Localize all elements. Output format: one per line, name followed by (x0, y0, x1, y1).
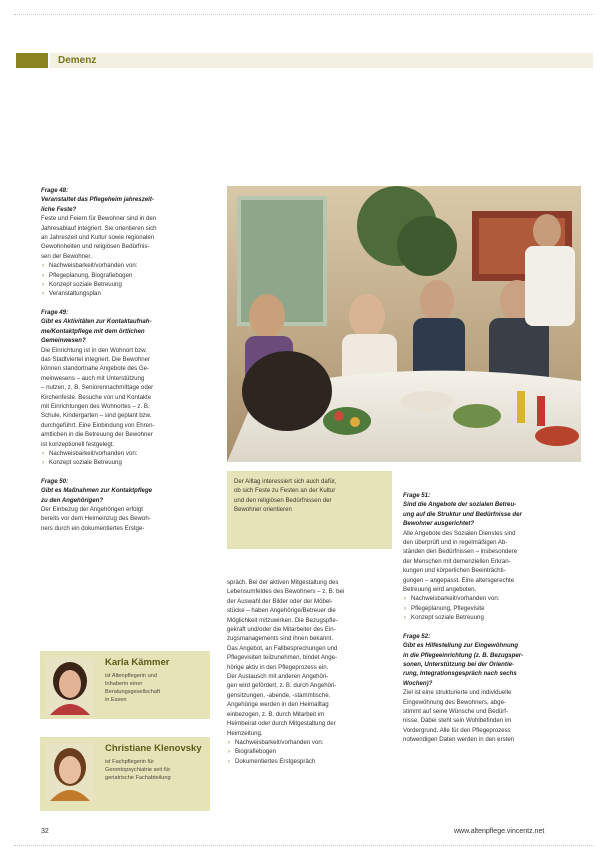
text-line: stimmt auf seine Wünsche und Bedürf- (403, 707, 508, 715)
column-middle (227, 578, 395, 766)
caption-line: und den religiösen Bedürfnissen der (234, 496, 332, 504)
question-49-label: Frage 49: (41, 308, 69, 316)
list-item: › Pflegeplanung, Pflegevisite (403, 604, 583, 613)
text-line: zugsmanagements sind ihnen bekannt. (227, 635, 334, 643)
question-50-line: Gibt es Maßnahmen zur Kontaktpflege (41, 487, 153, 495)
author-bio (105, 672, 205, 704)
top-rule (14, 14, 594, 16)
author-portrait (46, 743, 94, 801)
text-line: gungen – angepasst. Eine altersgerechte (403, 576, 515, 584)
text-line: amtlichen in die Betreuung der Bewohner (41, 431, 153, 439)
section-title: Demenz (58, 55, 97, 66)
text-line: Betreuung wird angeboten. (403, 586, 477, 594)
question-49-line: me/Kontaktpflege mit dem örtlichen (41, 327, 145, 335)
text-line: Schule, Kindergarten – sind geplant bzw. (41, 412, 152, 420)
page-number: 32 (41, 828, 49, 835)
footer-rule (14, 845, 594, 846)
text-line: an Jahreszeit und Kultur sowie regionalen (41, 234, 155, 242)
question-52-line: sonen, Unterstützung bei der Orientie- (403, 660, 515, 668)
question-48-line: Veranstaltet das Pflegeheim jahreszeit- (41, 196, 154, 204)
list-item: › Konzept soziale Betreuung (41, 458, 217, 467)
text-line: können standortnahe Angebote des Ge- (41, 365, 150, 373)
text-line: ist konzeptionell festgelegt. (41, 440, 115, 448)
section-header-band (50, 53, 593, 68)
question-50-label: Frage 50: (41, 477, 69, 485)
column-right (403, 491, 583, 745)
text-line: gekraft und/oder die Mitarbeiter des Ein- (227, 626, 336, 634)
text-line: Lebensumfeldes des Bewohners – z. B. bei (227, 588, 345, 596)
author-bio-line: in Essen (105, 697, 127, 703)
evidence-list (41, 261, 217, 299)
text-line: Der Austausch mit anderen Angehöri- (227, 673, 329, 681)
text-line: hörige aktiv in den Pflegeprozess ein. (227, 663, 329, 671)
text-line: Alle Angebote des Sozialen Dienstes sind (403, 529, 516, 537)
text-line: einbezogen, z. B. durch Mitarbeit im (227, 710, 325, 718)
text-line: Vordergrund. Alle für den Pflegeprozess (403, 726, 511, 734)
author-bio (105, 758, 205, 782)
question-48-line: liche Feste? (41, 205, 77, 213)
text-line: Ziel ist eine strukturierte und individuelle (403, 689, 512, 697)
text-line: Heimzeitung. (227, 729, 263, 737)
caption-line: ob sich Feste zu Festen an der Kultur (234, 487, 336, 495)
text-line: Gewohnheiten und religiösen Bedürfnis- (41, 243, 150, 251)
text-line: Kirchenfeste. Besuche von und Kontakte (41, 393, 152, 401)
photo-caption (227, 471, 392, 549)
question-49-line: Gibt es Aktivitäten zur Kontaktaufnah- (41, 318, 152, 326)
text-line: gensitzungen, -abende, -stammtische. (227, 691, 331, 699)
list-item: › Konzept soziale Betreuung (403, 613, 583, 622)
question-52-line: rung, Integrationsgespräch nach sechs (403, 670, 517, 678)
text-line: Das Angebot, an Fallbesprechungen und (227, 644, 338, 652)
author-card (40, 651, 210, 719)
caption-line: Bewohner orientieren (234, 506, 292, 514)
list-item: › Dokumentiertes Erstgespräch (227, 757, 395, 766)
text-line: ners durch ein dokumentiertes Erstge- (41, 524, 145, 532)
list-item: › Pflegeplanung, Biografiebogen (41, 271, 217, 280)
text-line: nisse. Dabei steht sein Wohlbefinden im (403, 717, 512, 725)
text-line: bereits vor dem Heimeinzug des Bewoh- (41, 515, 151, 523)
list-item: › Nachweisbarkeit/vorhanden von: (41, 261, 217, 270)
text-line: Möglichkeit mitzuwirken. Die Bezugspfle- (227, 616, 338, 624)
text-line: Eingewöhnung des Bewohners, abge- (403, 698, 506, 706)
question-51-line: Sind die Angebote der sozialen Betreu- (403, 501, 517, 509)
author-name: Christiane Klenovsky (105, 743, 202, 754)
question-49-line: Gemeinwesen? (41, 337, 86, 345)
list-item: › Biografiebogen (227, 747, 395, 756)
author-bio-line: geriatrische Fachabteilung (105, 775, 171, 781)
text-line: durchgeführt. Eine Einbindung von Ehren- (41, 421, 155, 429)
question-48-label: Frage 48: (41, 187, 69, 194)
footer-url: www.altenpflege.vincentz.net (454, 828, 545, 835)
author-name: Karla Kämmer (105, 657, 170, 668)
author-portrait (46, 657, 94, 715)
text-line: gen wird gefördert, z. B. durch Angehöri- (227, 682, 337, 690)
list-item: › Veranstaltungsplan (41, 289, 217, 298)
text-line: der Menschen mit demenziellen Erkran- (403, 557, 511, 565)
text-line: ständen den Bedürfnissen – insbesondere (403, 548, 518, 556)
text-line: den überprüft und in regelmäßigen Ab- (403, 539, 508, 547)
text-line: kungen und körperlichen Beeinträchti- (403, 567, 506, 575)
author-bio-line: ist Fachpflegerin für (105, 759, 155, 765)
list-item: › Nachweisbarkeit/vorhanden von: (41, 449, 217, 458)
text-line: das Stadtviertel integriert. Die Bewohner (41, 355, 151, 363)
author-bio-line: Gerontopsychiatrie seit für (105, 767, 171, 773)
evidence-list (41, 449, 217, 468)
text-line: notwendigen Daten werden in den ersten (403, 736, 515, 744)
text-line: Jahresablauf integriert. Sie orientieren sich (41, 224, 157, 232)
text-line: – nutzen, z. B. Seniorennachmittage oder (41, 384, 154, 392)
list-item: › Nachweisbarkeit/vorhanden von: (227, 738, 395, 747)
question-52-line: Gibt es Hilfestellung zur Eingewöhnung (403, 642, 519, 650)
author-bio-line: Beratungsgesellschaft (105, 689, 161, 695)
photo-dining-scene (227, 186, 581, 462)
question-52-label: Frage 52: (403, 632, 431, 640)
author-bio-line: ist Altenpflegerin und (105, 673, 157, 679)
text-line: Heimbeirat oder durch Mitgestaltung der (227, 720, 336, 728)
author-bio-line: Inhaberin einer (105, 681, 143, 687)
evidence-list (403, 594, 583, 622)
text-line: meinwesens – auch mit Unterstützung (41, 374, 145, 382)
question-50-line: zu den Angehörigen? (41, 496, 104, 504)
text-line: sen der Bewohner. (41, 252, 92, 260)
caption-line: Der Alltag interessiert sich auch dafür, (234, 478, 337, 485)
text-line: Angehörige werden in den Heimalltag (227, 701, 329, 709)
text-line: mit Einrichtungen des Wohnortes – z. B. (41, 402, 150, 410)
text-line: Feste und Feiern für Bewohner sind in den (41, 215, 157, 223)
section-tab (16, 53, 48, 68)
evidence-list (227, 738, 395, 766)
column-left (41, 186, 217, 533)
question-51-line: Bewohner ausgerichtet? (403, 520, 475, 528)
list-item: › Nachweisbarkeit/vorhanden von: (403, 594, 583, 603)
text-line: Pflegevisiten teilzunehmen, bindet Ange- (227, 654, 338, 662)
question-51-label: Frage 51: (403, 492, 431, 499)
question-52-line: in die Pflegeeinrichtung (z. B. Bezugsper- (403, 651, 524, 659)
question-51-line: ung auf die Struktur und Bedürfnisse der (403, 510, 522, 518)
question-52-line: Wochen)? (403, 679, 433, 687)
text-line: stücke – haben Angehörige/Betreuer die (227, 607, 336, 615)
text-line: der Auswahl der Bilder oder der Möbel- (227, 597, 333, 605)
text-line: Die Einrichtung ist in den Wohnort bzw. (41, 346, 147, 354)
list-item: › Konzept soziale Betreuung (41, 280, 217, 289)
text-line: Der Einbezug der Angehörigen erfolgt (41, 506, 143, 513)
author-card (40, 737, 210, 811)
text-line: spräch. Bei der aktiven Mitgestaltung des (227, 579, 339, 586)
